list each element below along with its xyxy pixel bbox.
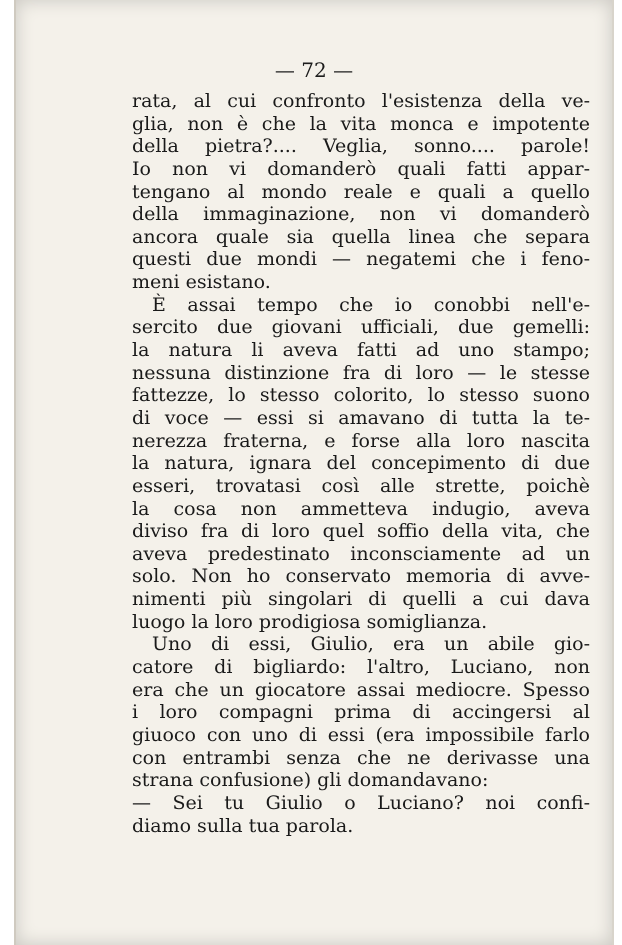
text-line: ancora quale sia quella linea che separa: [132, 225, 590, 248]
text-line: glia, non è che la vita monca e impotente: [132, 112, 590, 135]
text-line: era che un giocatore assai mediocre. Spesso: [132, 678, 590, 701]
text-line: questi due mondi — negatemi che i feno-: [132, 248, 590, 271]
text-line: catore di bigliardo: l'altro, Luciano, non: [132, 656, 590, 679]
text-line: la natura, ignara del concepimento di due: [132, 452, 590, 475]
text-line: della pietra?.... Veglia, sonno.... parole!: [132, 135, 590, 158]
text-line: Uno di essi, Giulio, era un abile gio-: [152, 633, 590, 656]
text-line: aveva predestinato inconsciamente ad un: [132, 542, 590, 565]
text-line: giuoco con uno di essi (era impossibile farlo: [132, 723, 590, 746]
text-line: solo. Non ho conservato memoria di avve-: [132, 565, 590, 588]
text-line: la natura li aveva fatti ad uno stampo;: [132, 339, 590, 362]
text-line: sercito due giovani ufficiali, due gemelli:: [132, 316, 590, 339]
text-line: È assai tempo che io conobbi nell'e-: [152, 293, 590, 316]
text-line: rata, al cui confronto l'esistenza della ve-: [132, 90, 590, 112]
text-line: nessuna distinzione fra di loro — le stesse: [132, 361, 590, 384]
text-line: fattezze, lo stesso colorito, lo stesso suono: [132, 384, 590, 407]
text-line: i loro compagni prima di accingersi al: [132, 701, 590, 724]
text-line: la cosa non ammetteva indugio, aveva: [132, 497, 590, 520]
text-line: tengano al mondo reale e quali a quello: [132, 180, 590, 203]
text-line: diamo sulla tua parola.: [132, 814, 354, 837]
text-line: esseri, trovatasi così alle strette, poichè: [132, 474, 590, 497]
text-line: — Sei tu Giulio o Luciano? noi confi-: [132, 791, 590, 814]
text-line: meni esistano.: [132, 271, 271, 294]
body-text: [132, 90, 590, 837]
text-line: Io non vi domanderò quali fatti appar-: [132, 157, 590, 180]
text-line: nimenti più singolari di quelli a cui dava: [132, 588, 590, 611]
text-line: della immaginazione, non vi domanderò: [132, 203, 590, 226]
text-line: di voce — essi si amavano di tutta la te-: [132, 406, 590, 429]
text-line: con entrambi senza che ne derivasse una: [132, 746, 590, 769]
page-number: — 72 —: [274, 58, 354, 82]
book-page: [14, 0, 614, 945]
text-line: luogo la loro prodigiosa somiglianza.: [132, 610, 488, 633]
text-line: nerezza fraterna, e forse alla loro nascita: [132, 429, 590, 452]
text-line: strana confusione) gli domandavano:: [132, 769, 489, 792]
text-line: diviso fra di loro quel soffio della vita, che: [132, 520, 590, 543]
